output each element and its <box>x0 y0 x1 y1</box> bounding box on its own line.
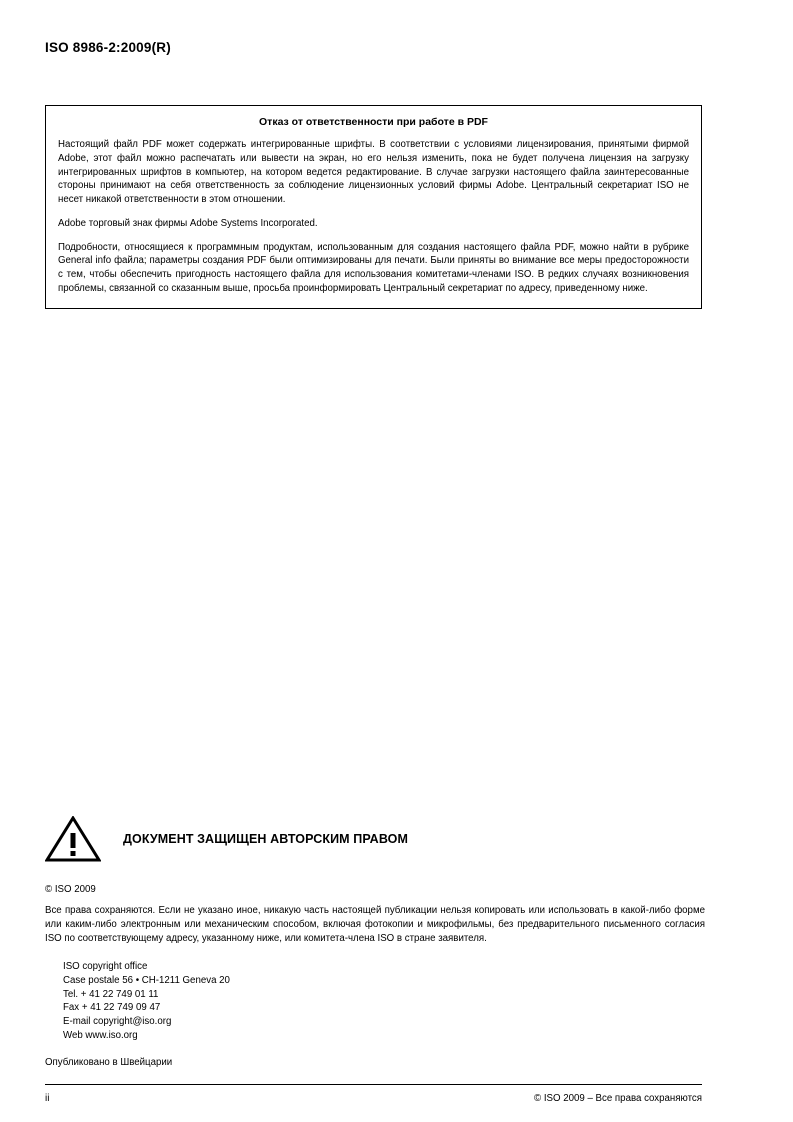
copyright-heading: ДОКУМЕНТ ЗАЩИЩЕН АВТОРСКИМ ПРАВОМ <box>123 832 408 846</box>
disclaimer-paragraph-3: Подробности, относящиеся к программным продуктам, использованным для создания настоящего файла PDF, можно найти в рубрике General info файла; параметры создания PDF были оптимизированы для печати. Были приняты во внимание все меры предосторожности с тем, чтобы обеспечить пригодность настоящего файла для использования комитетами-членами ISO. В редких случаях возникновения проблемы, связанной со сказанным выше, просьба проинформировать Центральный секретариат по адресу, приведенному ниже. <box>58 241 689 294</box>
footer-page-number: ii <box>45 1093 50 1104</box>
warning-triangle-icon <box>45 816 101 862</box>
address-line-office: ISO copyright office <box>63 961 148 973</box>
address-line-fax: Fax + 41 22 749 09 47 <box>63 1002 161 1014</box>
disclaimer-paragraph-2: Adobe торговый знак фирмы Adobe Systems Incorporated. <box>58 217 318 229</box>
copyright-body-text: Все права сохраняются. Если не указано иное, никакую часть настоящей публикации нельзя копировать или использовать в какой-либо форме или каким-либо электронным или механическим способом, включая фотокопии и микрофильмы, без предварительного письменного согласия ISO по соответствующему адресу, указанному ниже, или комитета-члена ISO в стране заявителя. <box>45 905 705 945</box>
footer-divider <box>45 1084 702 1085</box>
disclaimer-title: Отказ от ответственности при работе в PDF <box>259 116 488 128</box>
copyright-notice: © ISO 2009 <box>45 884 96 895</box>
disclaimer-paragraph-1: Настоящий файл PDF может содержать интегрированные шрифты. В соответствии с условиями лицензирования, принятыми фирмой Adobe, этот файл можно распечатать или вывести на экран, но его нельзя изменить, пока не будет получена лицензия на загрузку интегрированных шрифтов в компьютер, на котором ведется редактирование. В случае загрузки настоящего файла заинтересованные стороны принимают на себя ответственность за соблюдение лицензионных условий фирмы Adobe. Центральный секретариат ISO не несет никакой ответственности в этом отношении. <box>58 139 689 206</box>
pdf-disclaimer-box <box>45 105 702 309</box>
address-line-web: Web www.iso.org <box>63 1030 138 1042</box>
page-footer <box>45 1093 702 1104</box>
copyright-section <box>45 815 705 1068</box>
iso-copyright-address <box>63 960 705 1043</box>
address-line-tel: Tel. + 41 22 749 01 11 <box>63 988 159 1000</box>
copyright-heading-row <box>45 815 705 863</box>
published-in-line: Опубликовано в Швейцарии <box>45 1056 173 1068</box>
address-line-email: E-mail copyright@iso.org <box>63 1016 172 1028</box>
footer-rights-text: © ISO 2009 – Все права сохраняются <box>534 1093 702 1104</box>
address-line-postal: Case postale 56 • CH-1211 Geneva 20 <box>63 974 230 986</box>
document-id-header: ISO 8986-2:2009(R) <box>45 40 171 55</box>
